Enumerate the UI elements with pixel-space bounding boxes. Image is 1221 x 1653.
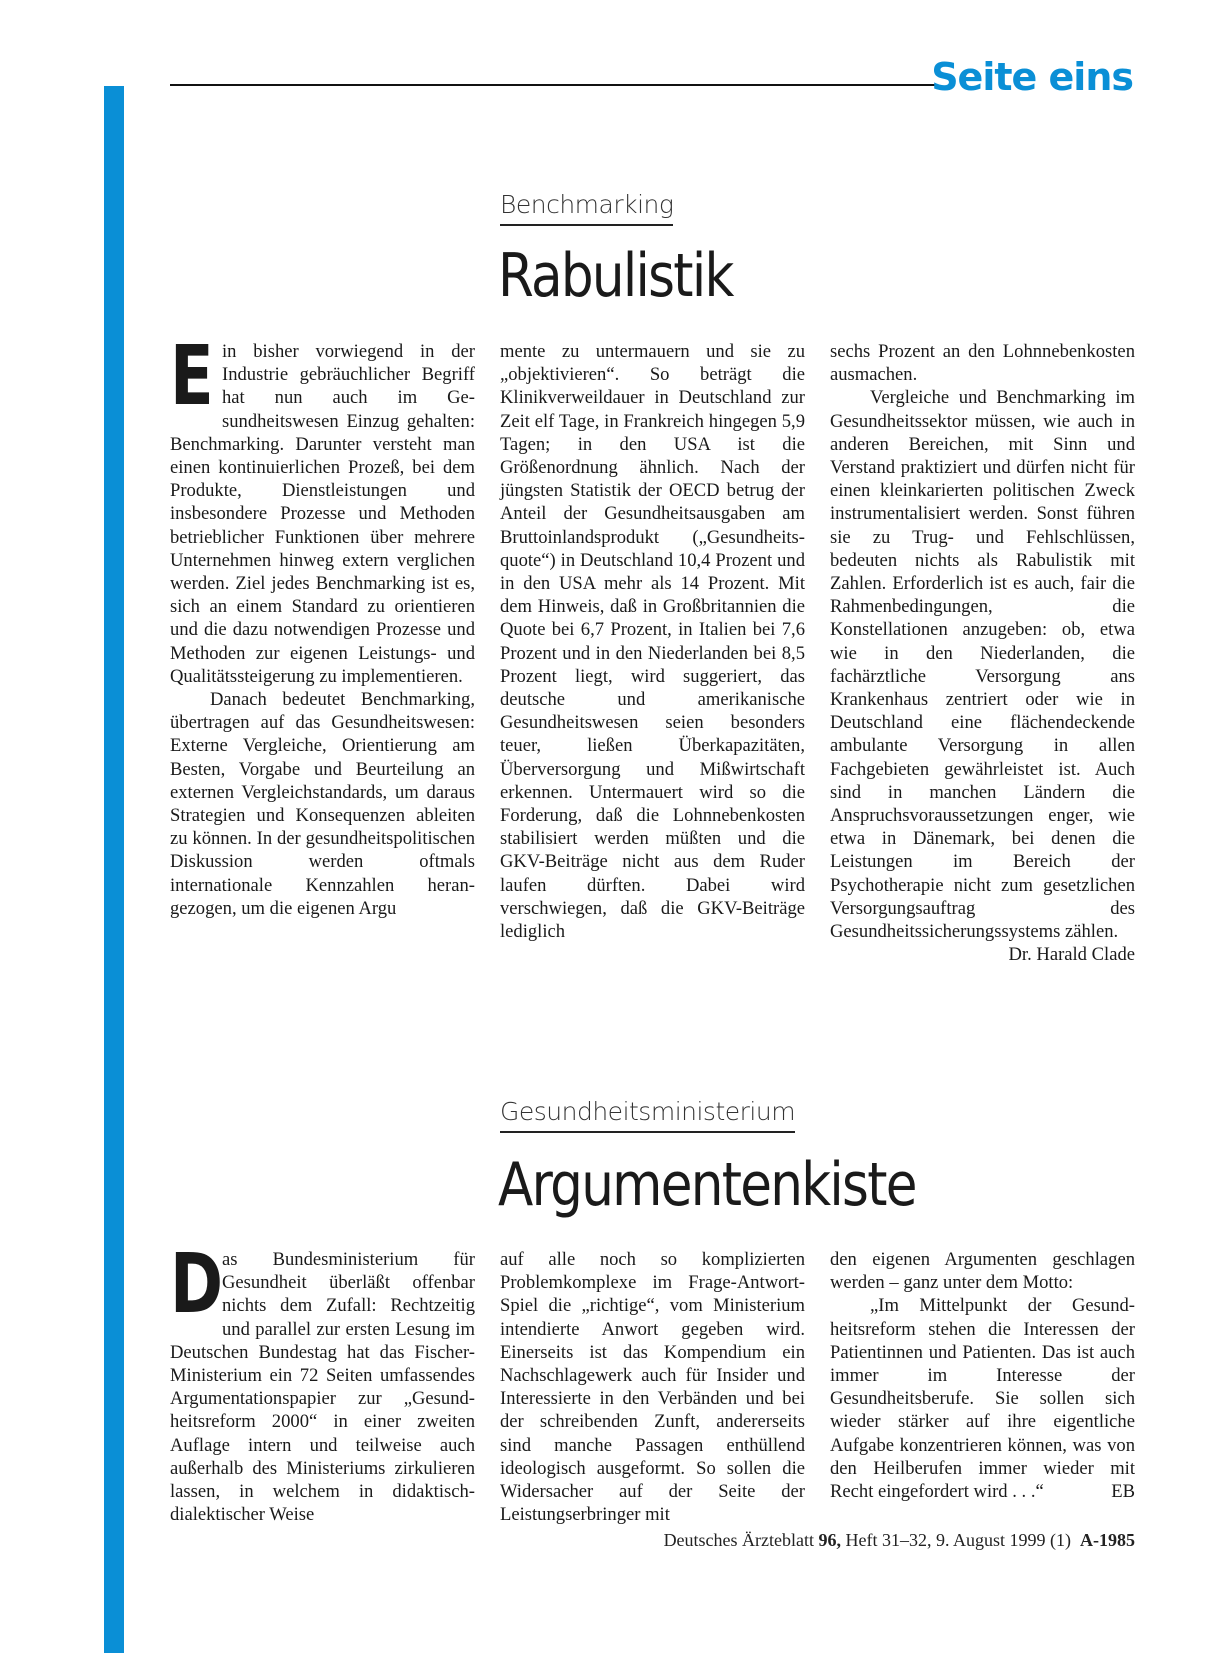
footer-volume: 96, bbox=[818, 1530, 842, 1550]
footer-issue: Heft 31–32, 9. August 1999 (1) bbox=[845, 1530, 1071, 1550]
article1-column-2 bbox=[500, 340, 805, 943]
article1-headline: Rabulistik bbox=[498, 241, 733, 311]
article2-paragraph-1: D as Bundesministerium für Gesundheit überläßt offenbar nichts dem Zufall: Rechtzeitig und parallel zur ersten Lesung im Deutschen Bundestag hat das Fischer-Ministerium ein 72 Seiten umfassendes Argumentationspapier zur „Gesundheitsreform 2000“ in einer zweiten Auflage intern und teilweise auch außerhalb des Ministeriums zirkulieren lassen, in welchem in didaktisch-dialektischer Weise bbox=[170, 1237, 475, 1526]
article2-paragraph-2: auf alle noch so komplizierten Problemkomplexe im Frage-Antwort-Spiel die „richtige“, vom Ministerium intendierte Anwort gegeben wird. Einerseits ist das Kompendium ein Nachschlagewerk auch für Insider und Interessierte in den Verbänden und bei der schreibenden Zunft, andererseits sind manche Passagen enthüllend ideologisch ausgeformt. So sollen die Widersacher auf der Seite der Leistungserbringer mit bbox=[500, 1249, 805, 1526]
article1-paragraph-5: Vergleiche und Benchmarking im Gesundheitssektor müssen, wie auch in anderen Bereichen, mit Sinn und Verstand praktiziert und dürfen nicht für einen kleinkarierten politischen Zweck instrumentalisiert werden. Sonst führen sie zu Trug- und Fehlschlüssen, bedeuten nichts als Rabulistik mit Zahlen. Erforderlich ist es auch, fair die Rahmenbedingungen, die Konstellationen anzugeben: ob, etwa wie in den Niederlanden, die fachärztliche Versorgung ans Krankenhaus zentriert oder wie in Deutschland eine flächendeckende ambulante Versorgung in allen Fachgebieten gewährleistet ist. Auch sind in manchen Ländern die Anspruchsvoraussetzungen enger, wie etwa in Dänemark, bei denen die Leistungen im Bereich der Psychotherapie nicht zum gesetzlichen Versorgungsauftrag des Gesundheitssicherungssystems zählen. Dr. Harald Clade bbox=[830, 387, 1135, 966]
article2-paragraph-3: den eigenen Argumenten geschlagen werden – ganz unter dem Motto: bbox=[830, 1249, 1135, 1294]
article2-byline: EB bbox=[1111, 1481, 1135, 1503]
article1-paragraph-1: Ein bisher vorwiegend in der Industrie gebräuchlicher Begriff hat nun auch im Gesundheitswesen Einzug gehalten: Benchmarking. Darunter versteht man einen kontinuierlichen Prozeß, bei dem Produkte, Dienstleistungen und insbesondere Prozesse und Methoden betrieblicher Funktionen über mehrere Unternehmen hinweg extern verglichen werden. Ziel jedes Benchmarking ist es, sich an einem Standard zu orientieren und die dazu notwendigen Prozesse und Methoden zur eigenen Leistungs- und Qualitätssteigerung zu implementieren. bbox=[170, 329, 475, 687]
article2-column-3 bbox=[830, 1248, 1135, 1503]
article2-headline: Argumentenkiste bbox=[498, 1150, 916, 1220]
dropcap: D bbox=[170, 1237, 224, 1332]
article1-paragraph-4: sechs Prozent an den Lohnnebenkosten ausmachen. bbox=[830, 341, 1135, 386]
article1-paragraph-2: Danach bedeutet Benchmarking, übertragen auf das Gesundheitswesen: Externe Vergleiche, Orientierung am Besten, Vorgabe und Beurteilung an externen Vergleichstandards, um daraus Strategien und Konsequenzen ableiten zu können. In der gesundheitspolitischen Diskussion werden oftmals internationale Kennzahlen herangezogen, um die eigenen Argu bbox=[170, 689, 475, 919]
article2-column-1 bbox=[170, 1237, 475, 1526]
article2-column-2 bbox=[500, 1248, 805, 1526]
article2-kicker: Gesundheitsministerium bbox=[500, 1098, 795, 1133]
article1-paragraph-3: mente zu untermauern und sie zu „objektivieren“. So beträgt die Klinikverweildauer in Deutschland zur Zeit elf Tage, in Frankreich hingegen 5,9 Tagen; in den USA ist die Größenordnung ähnlich. Nach der jüngsten Statistik der OECD betrug der Anteil der Gesundheitsausgaben am Bruttoinlandsprodukt („Gesundheitsquote“) in Deutschland 10,4 Prozent und in den USA mehr als 14 Prozent. Mit dem Hinweis, daß in Großbritannien die Quote bei 6,7 Prozent, in Italien bei 7,6 Prozent und in den Niederlanden bei 8,5 Prozent liegt, wird suggeriert, das deutsche und amerikanische Gesundheitswesen seien besonders teuer, ließen Überkapazitäten, Überversorgung und Mißwirtschaft erkennen. Untermauert wird so die Forderung, daß die Lohnnebenkosten stabilisiert werden müßten und die GKV-Beiträge nicht aus dem Ruder laufen dürften. Dabei wird verschwiegen, daß die GKV-Beiträge lediglich bbox=[500, 341, 805, 943]
article1-byline: Dr. Harald Clade bbox=[1008, 944, 1135, 966]
header-rule bbox=[170, 84, 938, 86]
footer-page-number: A-1985 bbox=[1080, 1530, 1135, 1550]
article1-kicker: Benchmarking bbox=[500, 191, 673, 226]
article2-paragraph-4: „Im Mittelpunkt der Gesundheitsreform stehen die Interessen der Patientinnen und Patienten. Das ist auch immer im Interesse der Gesundheitsberufe. Sie sollen sich wieder stärker auf ihre eigentliche Aufgabe konzentrieren können, was von den Heilberufen immer wieder mit Recht eingefordert wird . . .“ EB bbox=[830, 1295, 1135, 1503]
article1-column-1 bbox=[170, 329, 475, 920]
article1-column-3 bbox=[830, 340, 1135, 966]
footer-journal: Deutsches Ärzteblatt bbox=[663, 1530, 815, 1550]
section-label: Seite eins bbox=[931, 55, 1133, 99]
dropcap: E bbox=[170, 329, 214, 424]
page-footer bbox=[664, 1530, 1135, 1551]
sidebar-accent-bar bbox=[104, 86, 124, 1653]
